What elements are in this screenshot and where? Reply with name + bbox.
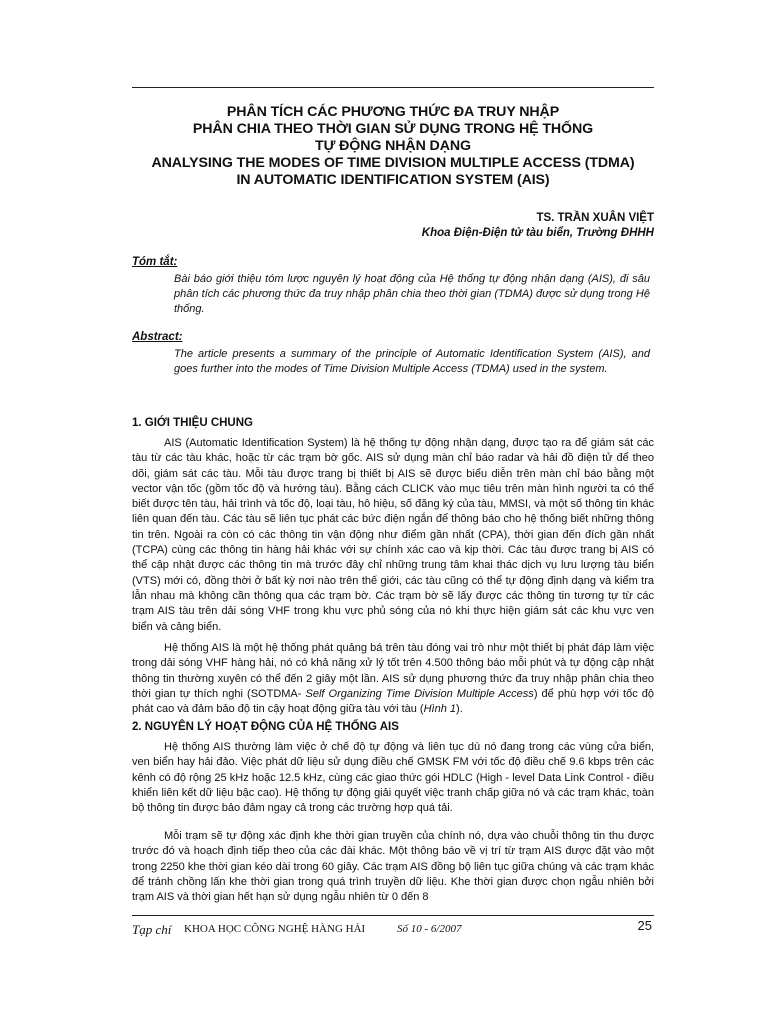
summary-vn-label: Tóm tắt:	[132, 256, 178, 268]
section-1-paragraph-2	[132, 641, 654, 717]
title-line-5: IN AUTOMATIC IDENTIFICATION SYSTEM (AIS)	[236, 172, 550, 188]
title-line-2: PHÂN CHIA THEO THỜI GIAN SỬ DỤNG TRONG HỆ THỐNG	[192, 121, 594, 137]
section-2-paragraph-2: Mỗi trạm sẽ tự động xác định khe thời gian truyền của chính nó, dựa vào chuỗi thông tin thu được trước đó và hoạch định tiếp theo của các đài khác. Một thông báo về vị trí từ trạm AIS được đặt vào một trong 2250 khe thời gian kéo dài trong 60 giây. Các trạm AIS đồng bộ liên tục giữa chúng và các trạm khác để tránh chồng lấn khe thời gian trong quá trình truyền dữ liệu. Khe thời gian được chọn ngẫu nhiên bởi trạm AIS và thời gian hết hạn sử dụng ngẫu nhiên từ 0 đến 8	[132, 830, 654, 904]
paper-title	[132, 104, 654, 189]
abstract-label: Abstract:	[132, 331, 183, 343]
p2-text-b: ) để phù hợp với tốc độ phát cao và đảm bảo độ tin cậy hoạt động giữa tàu với tàu (	[132, 687, 654, 716]
p2-text-c: ).	[456, 703, 463, 716]
summary-vn-text: Bài báo giới thiệu tóm lược nguyên lý hoạt động của Hệ thống tự động nhận dạng (AIS), đi sâu phân tích các phương thức đa truy nhập phân chia theo thời gian (TDMA) được sử dụng trong Hệ thống.	[174, 273, 650, 315]
author-affiliation: Khoa Điện-Điện tử tàu biển, Trường ĐHHH	[421, 227, 654, 239]
author-name: TS. TRẦN XUÂN VIỆT	[536, 212, 654, 224]
header-rule	[132, 87, 654, 88]
journal-name: KHOA HỌC CÔNG NGHỆ HÀNG HẢI	[184, 923, 366, 935]
title-line-4: ANALYSING THE MODES OF TIME DIVISION MULTIPLE ACCESS (TDMA)	[151, 155, 635, 171]
p2-text-a: Hệ thống AIS là một hệ thống phát quảng bá trên tàu đóng vai trò như một thiết bị phát đáp làm việc trong dải sóng VHF hàng hải, nó có khả năng xử lý tốt trên 4.500 thông báo mỗi phút và tự động cập nhật thông tin thường xuyên có thể đến 2 giây một lần. AIS sử dụng phương thức đa truy nhập phân chia theo thời gian tự thích nghi (SOTDMA-	[132, 642, 654, 700]
abstract-text: The article presents a summary of the principle of Automatic Identification System (AIS), and goes further into the modes of Time Division Multiple Access (TDMA) used in the system.	[174, 348, 650, 375]
author-block	[422, 211, 654, 241]
section-1-paragraph-1: AIS (Automatic Identification System) là hệ thống tự động nhận dạng, được tạo ra để giám sát các tàu từ các tàu khác, hoặc từ các trạm bờ gốc. AIS sử dụng màn chỉ báo radar và hải đồ điện tử để theo dõi, giám sát các tàu. Mỗi tàu được trang bị thiết bị AIS sẽ được biểu diễn trên màn chỉ báo bằng một vector vận tốc (gồm tốc độ và hướng tàu). Bằng cách CLICK vào mục tiêu trên màn hình người ta có thể biết được tên tàu, hải trình và tốc độ, loại tàu, hô hiệu, số đăng ký của tàu, MMSI, và một số thông tin khác liên quan đến tàu. Các tàu sẽ liên tục phát các bức điện ngắn để thông báo cho hệ thống biết những thông tin trên. Ngoài ra còn có các thông tin vận động như điểm gần nhất (CPA), thời gian đến đích gần nhất (TCPA) cùng các thông tin hàng hải khác với sự chính xác cao và kịp thời. Các tàu được trang bị AIS có thể cập nhật được các thông tin mà trước đây chỉ những trung tâm khai thác dịch vụ lưu lượng tàu biển (VTS) mới có, đồng thời ở bất kỳ nơi nào trên thế giới, các tàu cũng có thể tự động định dạng và kiểm tra lẫn nhau mà không cần thông qua các trạm bờ. Các trạm bờ sẽ lấy được các thông tin tương tự từ các trạm AIS tàu trên dải sóng VHF trong khu vực phủ sóng của nó khi thực hiện giám sát các khu vực ven biển và cảng biển.	[132, 437, 654, 633]
journal-prefix: Tạp chí	[132, 922, 172, 937]
page-number: 25	[637, 918, 652, 933]
section-1-heading: 1. GIỚI THIỆU CHUNG	[132, 417, 253, 429]
title-line-3: TỰ ĐỘNG NHẬN DẠNG	[315, 138, 471, 154]
p2-italic-term: Self Organizing Time Division Multiple Access	[305, 687, 534, 700]
section-2-paragraph-1: Hệ thống AIS thường làm việc ở chế độ tự động và liên tục dù nó đang trong các vùng cửa biển, ven biển hay hải đảo. Việc phát dữ liệu sử dụng điều chế GMSK FM với tốc độ điều chế 9.6 kbps trên các kênh có độ rộng 25 kHz hoặc 12.5 kHz, cùng các giao thức gói HDLC (High - level Data Link Control - điều khiển liên kết dữ liệu bậc cao). Hệ thống tự động giải quyết việc tranh chấp giữa nó và các trạm khác, toàn bộ thông tin được bảo đảm ngay cả trong các trường hợp quá tải.	[132, 741, 654, 815]
issue-number: Số 10 - 6/2007	[397, 923, 462, 935]
footer-rule	[132, 915, 654, 916]
p2-figure-ref: Hình 1	[423, 703, 457, 716]
section-2-heading: 2. NGUYÊN LÝ HOẠT ĐỘNG CỦA HỆ THỐNG AIS	[132, 721, 399, 733]
title-line-1: PHÂN TÍCH CÁC PHƯƠNG THỨC ĐA TRUY NHẬP	[226, 104, 560, 120]
